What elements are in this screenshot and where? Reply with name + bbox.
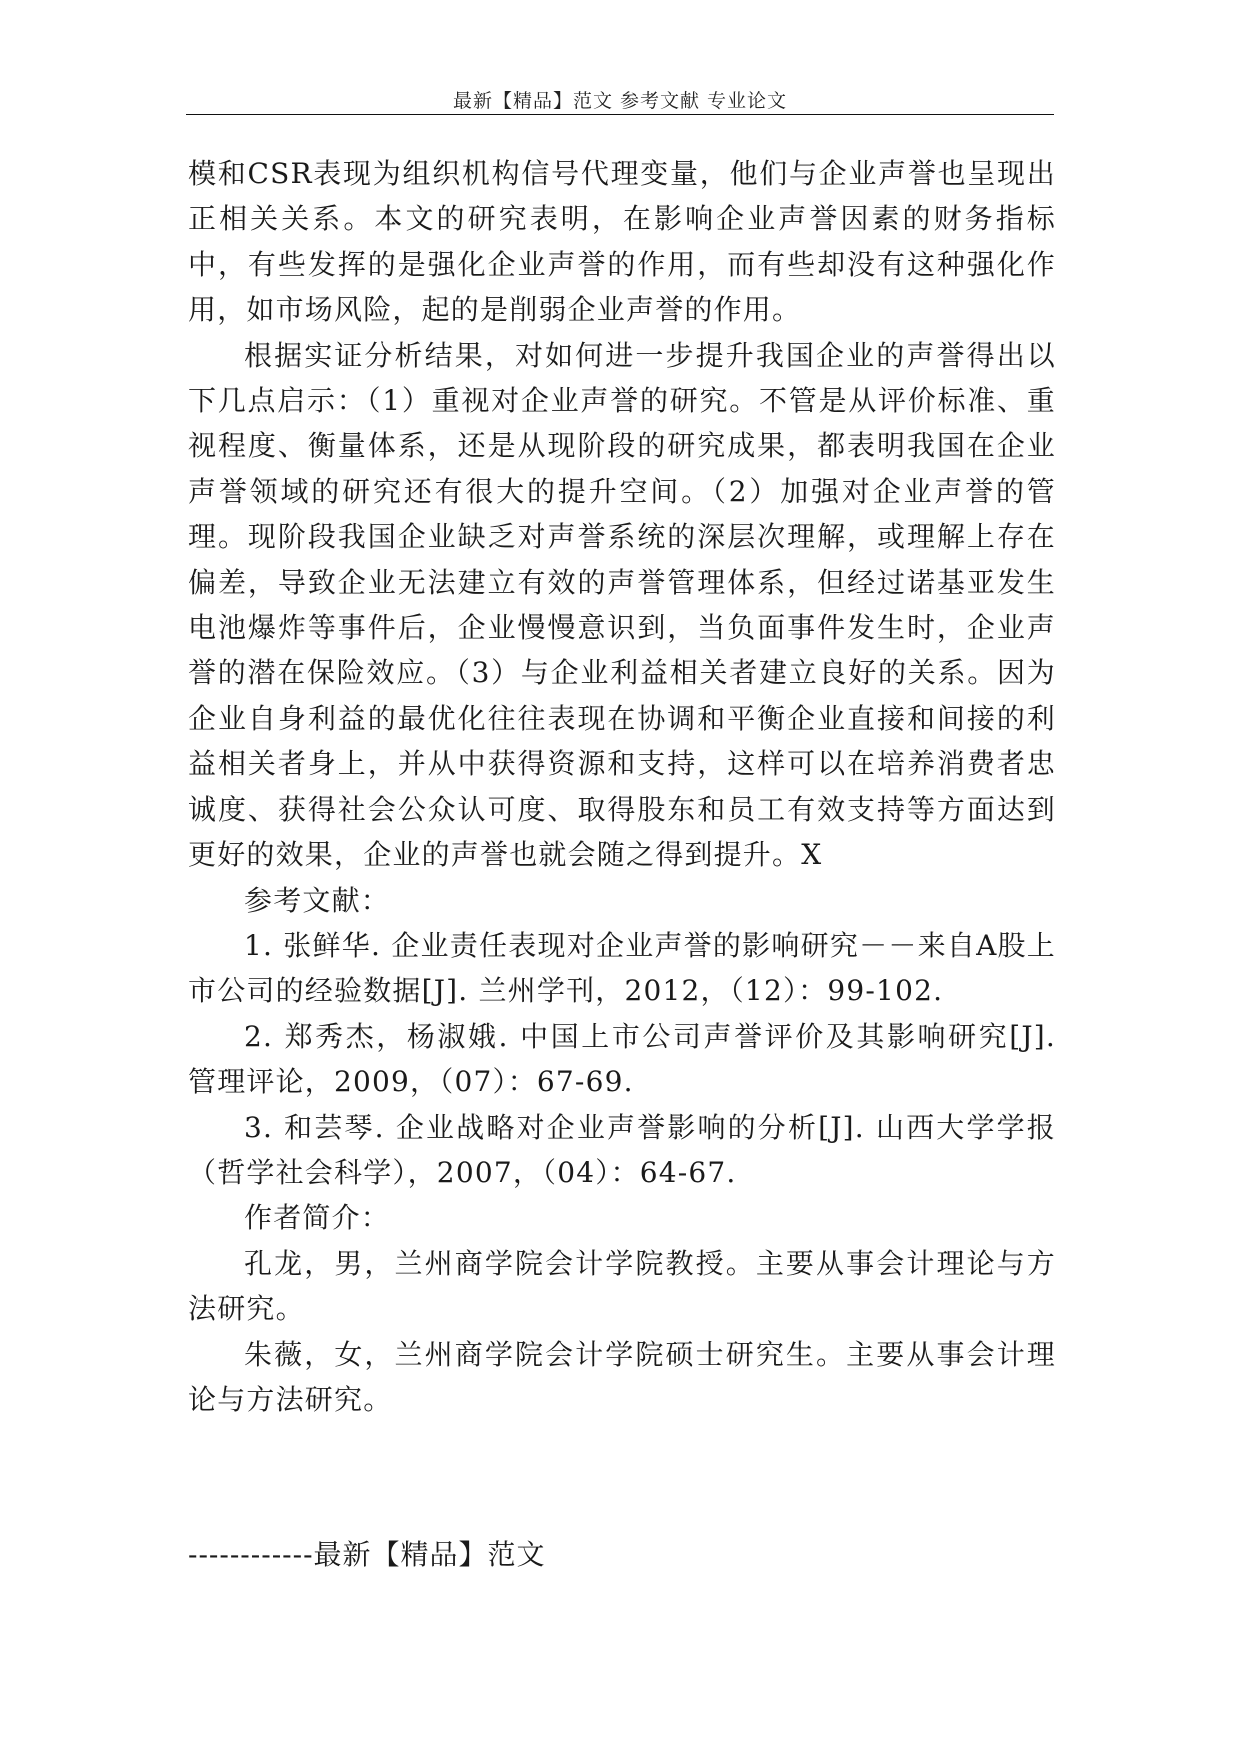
header-divider (186, 114, 1054, 115)
references-heading: 参考文献： (244, 883, 391, 917)
author-bio-heading: 作者简介： (244, 1201, 391, 1235)
reference-item-1: 1. 张鲜华. 企业责任表现对企业声誉的影响研究－－来自A股上市公司的经验数据[J]. 兰州学刊，2012，（12）：99-102. (188, 928, 1056, 1008)
author-bio-2: 朱薇，女，兰州商学院会计学院硕士研究生。主要从事会计理论与方法研究。 (188, 1337, 1056, 1416)
page-header: 最新【精品】范文 参考文献 专业论文 (452, 90, 788, 112)
paragraph-continued-text: 模和CSR表现为组织机构信号代理变量，他们与企业声誉也呈现出正相关关系。本文的研究表明，在影响企业声誉因素的财务指标中，有些发挥的是强化企业声誉的作用，而有些却没有这种强化作用，如市场风险，起的是削弱企业声誉的作用。 (188, 157, 1056, 327)
paragraph-implications: 根据实证分析结果，对如何进一步提升我国企业的声誉得出以下几点启示：（1）重视对企业声誉的研究。不管是从评价标准、重视程度、衡量体系，还是从现阶段的研究成果，都表明我国在企业声誉领域的研究还有很大的提升空间。（2）加强对企业声誉的管理。现阶段我国企业缺乏对声誉系统的深层次理解，或理解上存在偏差，导致企业无法建立有效的声誉管理体系，但经过诺基亚发生电池爆炸等事件后，企业慢慢意识到，当负面事件发生时，企业声誉的潜在保险效应。（3）与企业利益相关者建立良好的关系。因为企业自身利益的最优化往往表现在协调和平衡企业直接和间接的利益相关者身上，并从中获得资源和支持，这样可以在培养消费者忠诚度、获得社会公众认可度、取得股东和员工有效支持等方面达到更好的效果，企业的声誉也就会随之得到提升。X (188, 338, 1056, 872)
page-footer: ------------最新【精品】范文 (188, 1538, 546, 1571)
reference-item-2: 2. 郑秀杰，杨淑娥. 中国上市公司声誉评价及其影响研究[J]. 管理评论，2009，（07）：67-69. (188, 1019, 1056, 1099)
author-bio-1: 孔龙，男，兰州商学院会计学院教授。主要从事会计理论与方法研究。 (188, 1246, 1056, 1326)
reference-item-3: 3. 和芸琴. 企业战略对企业声誉影响的分析[J]. 山西大学学报（哲学社会科学），2007，（04）：64-67. (188, 1110, 1056, 1189)
document-body (188, 151, 1056, 1422)
